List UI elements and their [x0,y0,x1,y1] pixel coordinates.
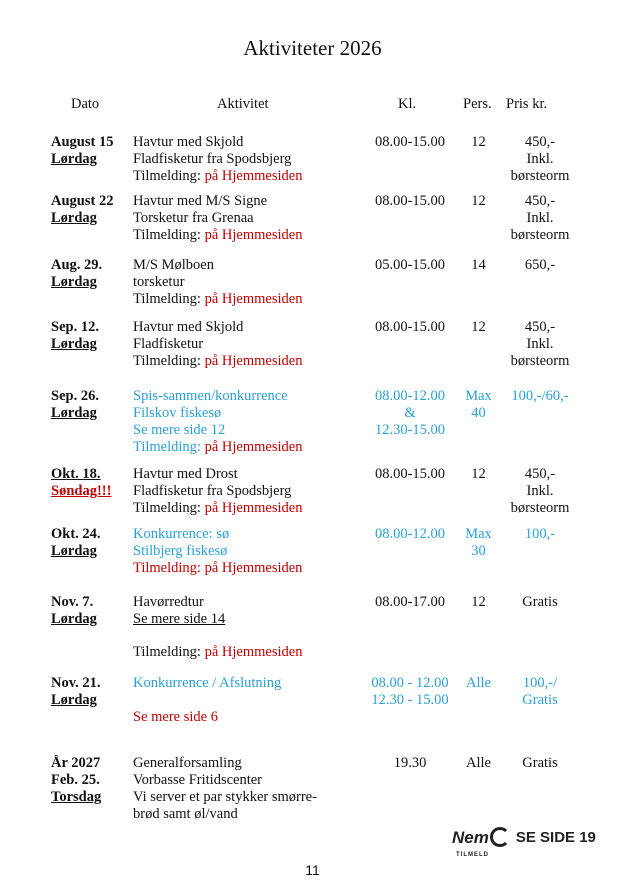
row-persons: Max 40 [465,388,492,421]
signup-link[interactable]: på Hjemmesiden [204,291,303,307]
row-activity: Generalforsamling Vorbasse Fritidscenter Vi server et par stykker smørre- brød samt øl/vand [133,755,317,822]
row-date: Nov. 7. Lørdag [51,594,97,627]
row-date: Okt. 18. Søndag!!! [51,466,112,499]
row-price: Gratis [522,594,558,610]
row-price: Gratis [522,755,558,771]
signup-link[interactable]: Tilmelding: på Hjemmesiden [133,560,303,576]
header-pris: Pris kr. [506,96,548,112]
page-number: 11 [305,862,320,878]
row-date: År 2027 Feb. 25. Torsdag [51,755,102,805]
row-date: Sep. 26. Lørdag [51,388,99,421]
header-pers: Pers. [463,96,492,112]
row-date: Nov. 21. Lørdag [51,675,101,708]
nem-tilmeld-logo [452,824,596,858]
row-time: 08.00-12.00 [374,526,446,542]
row-date: August 15 Lørdag [51,134,114,167]
row-price: 100,-/60,- [511,388,569,404]
row-date: Sep. 12. Lørdag [51,319,99,352]
row-time: 08.00 - 12.00 12.30 - 15.00 [371,675,449,708]
row-activity: Konkurrence / Afslutning [133,675,282,691]
row-persons: 12 [471,193,486,209]
row-price: 650,- [524,257,556,273]
row-time: 08.00-12.00 & 12.30-15.00 [374,388,446,438]
logo-text: SE SIDE 19 [515,828,596,846]
row-signup: Tilmelding: på Hjemmesiden [133,644,303,660]
row-time: 19.30 [393,755,427,771]
row-time: 08.00-15.00 [374,466,446,482]
row-persons: Alle [466,755,491,771]
row-activity: Havtur med M/S Signe Torsketur fra Grenaa Tilmelding: på Hjemmesiden [133,193,303,243]
row-persons: 14 [471,257,486,273]
row-persons: 12 [471,466,486,482]
signup-link[interactable]: på Hjemmesiden [204,227,303,243]
row-persons: 12 [471,594,486,610]
row-date: August 22 Lørdag [51,193,114,226]
row-time: 08.00-17.00 [374,594,446,610]
header-dato: Dato [71,96,100,112]
row-date: Aug. 29. Lørdag [51,257,103,290]
row-persons: 12 [471,319,486,335]
signup-link[interactable]: på Hjemmesiden [204,353,303,369]
row-price: 450,- Inkl. børsteorm [510,319,570,369]
row-price: 100,- [524,526,556,542]
row-activity: Spis-sammen/konkurrence Filskov fiskesø Se mere side 12 Tilmelding: på Hjemmesiden [133,388,303,455]
row-time: 08.00-15.00 [374,319,446,335]
row-persons: 12 [471,134,486,150]
row-time: 08.00-15.00 [374,193,446,209]
header-aktivitet: Aktivitet [217,96,269,112]
signup-link[interactable]: på Hjemmesiden [204,644,303,660]
logo-c-icon [490,827,510,847]
row-activity: M/S Mølboen torsketur Tilmelding: på Hjemmesiden [133,257,303,307]
signup-link[interactable]: på Hjemmesiden [204,168,303,184]
row-time: 05.00-15.00 [374,257,446,273]
row-time: 08.00-15.00 [374,134,446,150]
signup-link[interactable]: på Hjemmesiden [204,439,303,455]
row-activity: Havtur med Drost Fladfisketur fra Spodsbjerg Tilmelding: på Hjemmesiden [133,466,303,516]
header-kl: Kl. [398,96,417,112]
logo-brand: Nem TILMELD [452,827,489,858]
row-extra: Se mere side 6 [133,709,218,725]
signup-link[interactable]: på Hjemmesiden [204,500,303,516]
row-persons: Alle [466,675,491,691]
row-price: 450,- Inkl. børsteorm [510,193,570,243]
row-activity: Havørredtur Se mere side 14 [133,594,226,627]
page-title: Aktiviteter 2026 [243,36,382,60]
row-price: 100,-/ Gratis [522,675,558,708]
row-price: 450,- Inkl. børsteorm [510,134,570,184]
row-price: 450,- Inkl. børsteorm [510,466,570,516]
row-activity: Havtur med Skjold Fladfisketur fra Spodsbjerg Tilmelding: på Hjemmesiden [133,134,303,184]
row-persons: Max 30 [465,526,492,559]
row-activity: Havtur med Skjold Fladfisketur Tilmelding: på Hjemmesiden [133,319,303,369]
row-date: Okt. 24. Lørdag [51,526,101,559]
row-activity: Konkurrence: sø Stilbjerg fiskesø Tilmelding: på Hjemmesiden [133,526,303,576]
